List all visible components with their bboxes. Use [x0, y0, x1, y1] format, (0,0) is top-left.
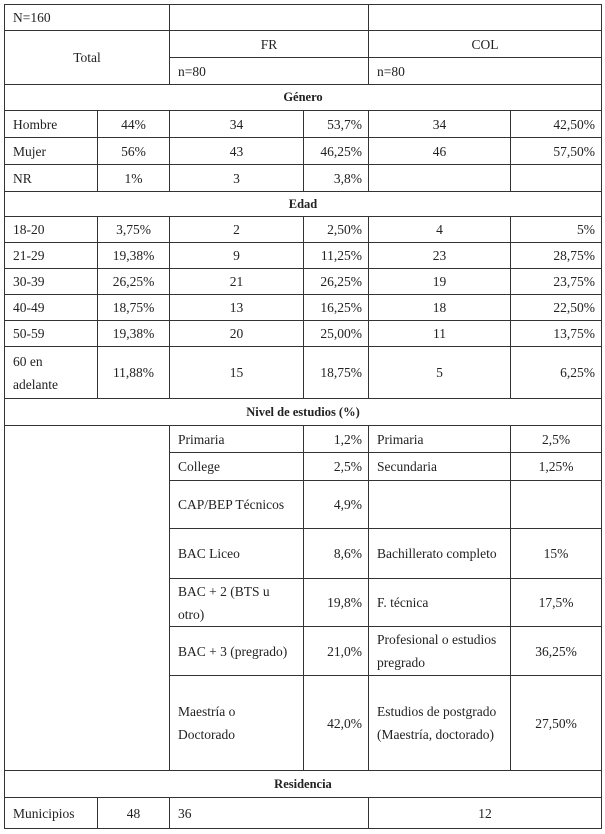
- col-level-pct: 2,5%: [511, 426, 602, 453]
- fr-pct: 25,00%: [304, 321, 369, 347]
- fr-level-pct: 8,6%: [304, 529, 369, 579]
- table-row: [5, 192, 602, 217]
- col-count: 46: [369, 138, 511, 165]
- total-pct: 19,38%: [98, 321, 170, 347]
- fr-level: Maestría o Doctorado: [170, 676, 304, 771]
- total-header: Total: [5, 31, 170, 85]
- fr-pct: 46,25%: [304, 138, 369, 165]
- row-label: 18-20: [5, 217, 98, 243]
- fr-level: BAC Liceo: [170, 529, 304, 579]
- col-level: [369, 481, 511, 529]
- fr-level-pct: 1,2%: [304, 426, 369, 453]
- fr-level: CAP/BEP Técnicos: [170, 481, 304, 529]
- col-level: F. técnica: [369, 579, 511, 627]
- fr-pct: 18,75%: [304, 347, 369, 399]
- table-row: [5, 798, 602, 829]
- table-row: [5, 399, 602, 426]
- fr-level-pct: 19,8%: [304, 579, 369, 627]
- fr-level: College: [170, 453, 304, 481]
- col-level: Secundaria: [369, 453, 511, 481]
- fr-count: 15: [170, 347, 304, 399]
- fr-level: BAC + 2 (BTS u otro): [170, 579, 304, 627]
- col-pct: 42,50%: [511, 111, 602, 138]
- total-pct: 18,75%: [98, 295, 170, 321]
- table-row: [5, 426, 602, 453]
- fr-pct: 3,8%: [304, 165, 369, 192]
- empty-cell: [5, 426, 170, 771]
- col-header: COL: [369, 31, 602, 58]
- table-row: [5, 269, 602, 295]
- residencia-total: 48: [98, 798, 170, 829]
- fr-count: 3: [170, 165, 304, 192]
- section-header: Residencia: [5, 771, 602, 798]
- col-level: Primaria: [369, 426, 511, 453]
- col-level: Estudios de postgrado (Maestría, doctorado): [369, 676, 511, 771]
- col-count: 5: [369, 347, 511, 399]
- fr-level: Primaria: [170, 426, 304, 453]
- fr-count: 2: [170, 217, 304, 243]
- row-label: NR: [5, 165, 98, 192]
- col-n: n=80: [369, 58, 602, 85]
- col-pct: 22,50%: [511, 295, 602, 321]
- row-label: 21-29: [5, 243, 98, 269]
- demographics-table: [4, 4, 602, 829]
- col-level-pct: 15%: [511, 529, 602, 579]
- fr-count: 13: [170, 295, 304, 321]
- col-pct: [511, 165, 602, 192]
- col-count: 34: [369, 111, 511, 138]
- total-pct: 56%: [98, 138, 170, 165]
- total-pct: 1%: [98, 165, 170, 192]
- residencia-col: 12: [369, 798, 602, 829]
- residencia-fr: 36: [170, 798, 369, 829]
- col-pct: 5%: [511, 217, 602, 243]
- section-header: Nivel de estudios (%): [5, 399, 602, 426]
- fr-header: FR: [170, 31, 369, 58]
- fr-level: BAC + 3 (pregrado): [170, 627, 304, 676]
- col-count: 19: [369, 269, 511, 295]
- fr-count: 21: [170, 269, 304, 295]
- table-row: [5, 111, 602, 138]
- fr-count: 43: [170, 138, 304, 165]
- section-header: Edad: [5, 192, 602, 217]
- fr-count: 9: [170, 243, 304, 269]
- table-row: [5, 138, 602, 165]
- table-row: [5, 243, 602, 269]
- col-level: Bachillerato completo: [369, 529, 511, 579]
- col-pct: 28,75%: [511, 243, 602, 269]
- table-row: [5, 295, 602, 321]
- col-pct: 13,75%: [511, 321, 602, 347]
- fr-level-pct: 21,0%: [304, 627, 369, 676]
- col-pct: 6,25%: [511, 347, 602, 399]
- col-level-pct: 17,5%: [511, 579, 602, 627]
- table-row: [5, 771, 602, 798]
- col-count: [369, 165, 511, 192]
- col-count: 23: [369, 243, 511, 269]
- total-pct: 44%: [98, 111, 170, 138]
- row-label: Hombre: [5, 111, 98, 138]
- fr-pct: 2,50%: [304, 217, 369, 243]
- col-count: 18: [369, 295, 511, 321]
- fr-count: 20: [170, 321, 304, 347]
- col-count: 11: [369, 321, 511, 347]
- residencia-label: Municipios: [5, 798, 98, 829]
- total-pct: 11,88%: [98, 347, 170, 399]
- col-count: 4: [369, 217, 511, 243]
- table-row: [5, 347, 602, 399]
- table-row: [5, 217, 602, 243]
- fr-pct: 53,7%: [304, 111, 369, 138]
- empty-cell: [170, 5, 369, 31]
- col-pct: 23,75%: [511, 269, 602, 295]
- col-level: Profesional o estudios pregrado: [369, 627, 511, 676]
- row-label: 50-59: [5, 321, 98, 347]
- section-header: Género: [5, 85, 602, 111]
- n-total: N=160: [5, 5, 170, 31]
- row-label: 30-39: [5, 269, 98, 295]
- col-level-pct: 27,50%: [511, 676, 602, 771]
- fr-pct: 16,25%: [304, 295, 369, 321]
- row-label: 60 en adelante: [5, 347, 98, 399]
- fr-count: 34: [170, 111, 304, 138]
- fr-level-pct: 42,0%: [304, 676, 369, 771]
- table-row: [5, 321, 602, 347]
- col-level-pct: [511, 481, 602, 529]
- fr-pct: 11,25%: [304, 243, 369, 269]
- row-label: 40-49: [5, 295, 98, 321]
- col-pct: 57,50%: [511, 138, 602, 165]
- fr-level-pct: 4,9%: [304, 481, 369, 529]
- fr-level-pct: 2,5%: [304, 453, 369, 481]
- table-row: [5, 85, 602, 111]
- total-pct: 19,38%: [98, 243, 170, 269]
- empty-cell: [369, 5, 602, 31]
- col-level-pct: 36,25%: [511, 627, 602, 676]
- fr-n: n=80: [170, 58, 369, 85]
- total-pct: 26,25%: [98, 269, 170, 295]
- row-label: Mujer: [5, 138, 98, 165]
- col-level-pct: 1,25%: [511, 453, 602, 481]
- table-row: [5, 165, 602, 192]
- total-pct: 3,75%: [98, 217, 170, 243]
- fr-pct: 26,25%: [304, 269, 369, 295]
